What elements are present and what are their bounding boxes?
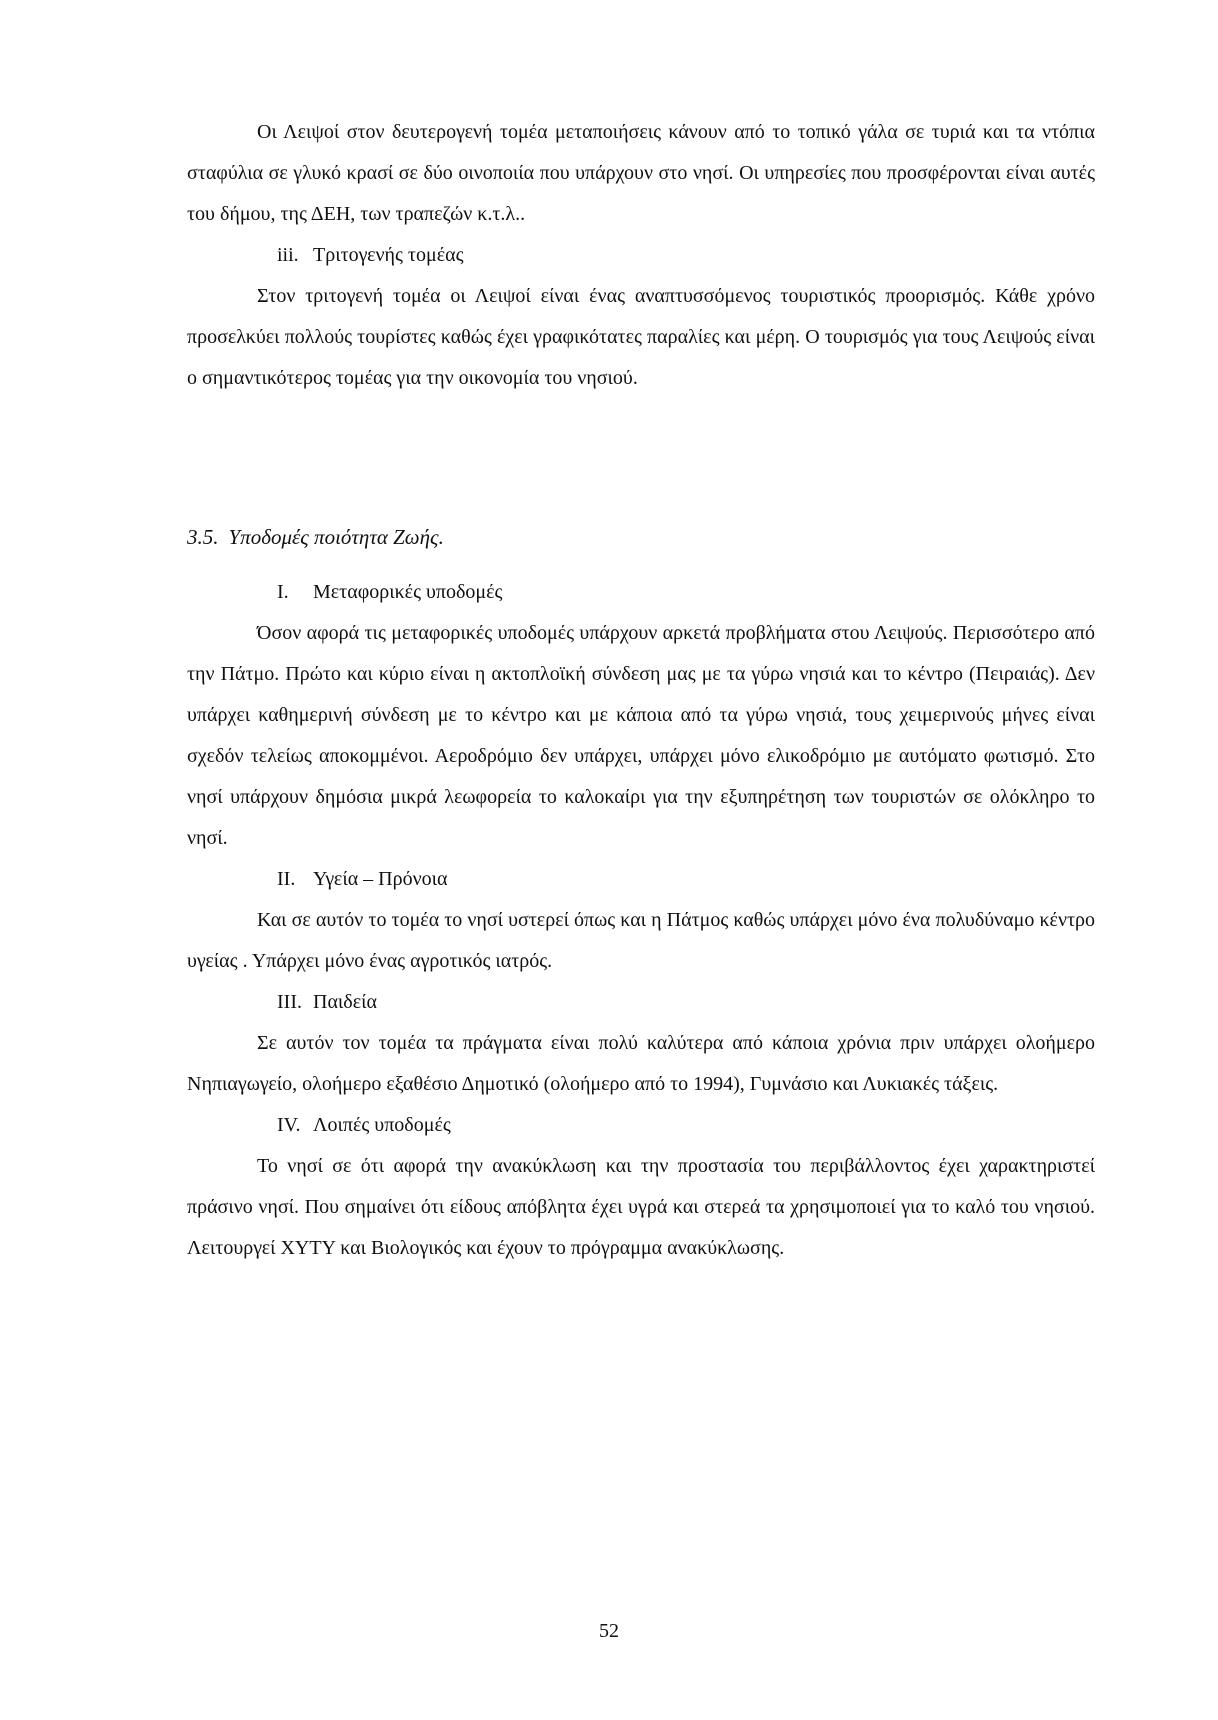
- subsection-title: Παιδεία: [313, 991, 377, 1013]
- subsection-heading-iii-education: [187, 982, 1095, 1023]
- subsection-number: III.: [277, 991, 302, 1013]
- section-title: Υποδομές ποιότητα Ζωής.: [228, 525, 444, 549]
- page-number: 52: [599, 1620, 619, 1642]
- top-text-block: [187, 112, 1095, 399]
- section-number: 3.5.: [187, 525, 219, 549]
- paragraph-other-infrastructure: Το νησί σε ότι αφορά την ανακύκλωση και την προστασία του περιβάλλοντος έχει χαρακτηριστεί πράσινο νησί. Που σημαίνει ότι είδους απόβλητα έχει υγρά και στερεά τα χρησιμοποιεί για το καλό του νησιού. Λειτουργεί ΧΥΤΥ και Βιολογικός και έχουν το πρόγραμμα ανακύκλωσης.: [187, 1155, 1095, 1259]
- subsection-title: Υγεία – Πρόνοια: [313, 868, 448, 890]
- infrastructure-section: [187, 497, 1095, 1269]
- paragraph-education: Σε αυτόν τον τομέα τα πράγματα είναι πολύ καλύτερα από κάποια χρόνια πριν υπάρχει ολοήμερο Νηπιαγωγείο, ολοήμερο εξαθέσιο Δημοτικό (ολοήμερο από το 1994), Γυμνάσιο και Λυκιακές τάξεις.: [187, 1032, 1095, 1095]
- subsection-number: II.: [277, 868, 296, 890]
- subsection-title: Λοιπές υποδομές: [313, 1114, 451, 1136]
- subsection-title: Μεταφορικές υποδομές: [313, 581, 503, 603]
- subsection-number: iii.: [277, 244, 299, 266]
- paragraph-health: Και σε αυτόν το τομέα το νησί υστερεί όπως και η Πάτμος καθώς υπάρχει μόνο ένα πολυδύναμο κέντρο υγείας . Υπάρχει μόνο ένας αγροτικός ιατρός.: [187, 909, 1095, 972]
- subsection-title: Τριτογενής τομέας: [313, 244, 464, 266]
- paragraph-secondary-sector: Οι Λειψοί στον δευτερογενή τομέα μεταποιήσεις κάνουν από το τοπικό γάλα σε τυριά και τα ντόπια σταφύλια σε γλυκό κρασί σε δύο οινοποιία που υπάρχουν στο νησί. Οι υπηρεσίες που προσφέρονται είναι αυτές του δήμου, της ΔΕΗ, των τραπεζών κ.τ.λ..: [187, 121, 1095, 225]
- paragraph-tertiary-sector: Στον τριτογενή τομέα οι Λειψοί είναι ένας αναπτυσσόμενος τουριστικός προορισμός. Κάθε χρόνο προσελκύει πολλούς τουρίστες καθώς έχει γραφικότατες παραλίες και μέρη. Ο τουρισμός για τους Λειψούς είναι ο σημαντικότερος τομέας για την οικονομία του νησιού.: [187, 285, 1095, 389]
- section-heading: [187, 497, 1095, 572]
- subsection-heading-ii: [187, 859, 1095, 900]
- subsection-heading-iii: [187, 235, 1095, 276]
- paragraph-transport: Όσον αφορά τις μεταφορικές υποδομές υπάρχουν αρκετά προβλήματα στου Λειψούς. Περισσότερο από την Πάτμο. Πρώτο και κύριο είναι η ακτοπλοϊκή σύνδεση μας με τα γύρω νησιά και το κέντρο (Πειραιάς). Δεν υπάρχει καθημερινή σύνδεση με το κέντρο και με κάποια από τα γύρω νησιά, τους χειμερινούς μήνες είναι σχεδόν τελείως αποκομμένοι. Αεροδρόμιο δεν υπάρχει, υπάρχει μόνο ελικοδρόμιο με αυτόματο φωτισμό. Στο νησί υπάρχουν δημόσια μικρά λεωφορεία το καλοκαίρι για την εξυπηρέτηση των τουριστών σε ολόκληρο το νησί.: [187, 622, 1095, 849]
- subsection-heading-i: [187, 572, 1095, 613]
- subsection-number: IV.: [277, 1114, 301, 1136]
- subsection-number: I.: [277, 581, 289, 603]
- subsection-heading-iv: [187, 1105, 1095, 1146]
